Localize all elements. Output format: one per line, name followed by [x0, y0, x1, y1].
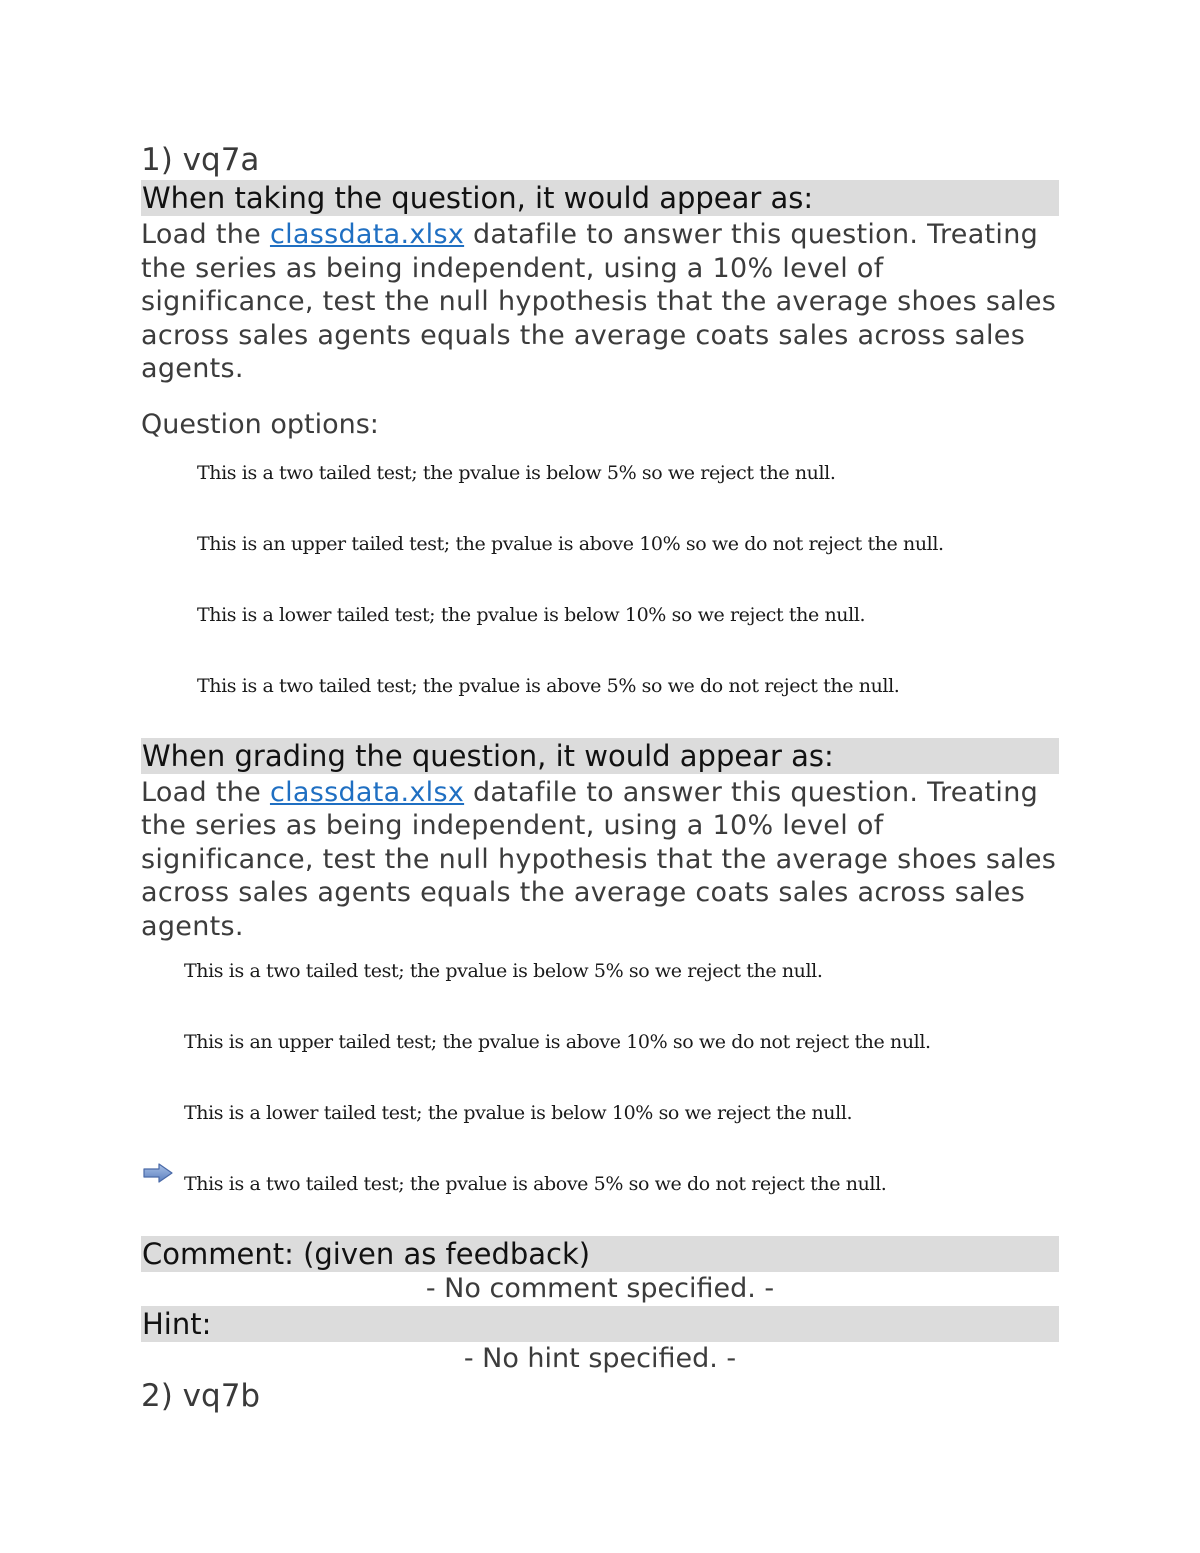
question-prefix: Load the [141, 776, 270, 808]
graded-option-2: This is an upper tailed test; the pvalue is above 10% so we do not reject the null. [184, 1031, 931, 1053]
graded-option-4-correct [184, 1167, 1059, 1238]
taking-header: When taking the question, it would appear as: [141, 180, 1059, 216]
question-prefix: Load the [141, 219, 270, 250]
hint-text: - No hint specified. - [463, 1343, 737, 1374]
graded-option-4-label: This is a two tailed test; the pvalue is above 5% so we do not reject the null. [184, 1173, 887, 1195]
grading-header: When grading the question, it would appear as: [141, 738, 1059, 774]
option-1[interactable]: This is a two tailed test; the pvalue is below 5% so we reject the null. [197, 461, 836, 484]
datafile-link[interactable]: classdata.xlsx [269, 219, 465, 250]
question-text [141, 218, 1059, 386]
options-label: Question options: [141, 408, 379, 440]
content [141, 140, 1059, 1416]
question-title: 1) vq7a [141, 142, 260, 178]
comment-header: Comment: (given as feedback) [141, 1236, 1059, 1272]
question-suffix: datafile to answer this question. Treating the series as being independent, using a 10% level of significance, test the null hypothesis that the average shoes sales across sales agents equals the average coats sales across sales agents. [141, 219, 1057, 384]
question-title-2: 2) vq7b [141, 1378, 261, 1414]
option-3[interactable]: This is a lower tailed test; the pvalue is below 10% so we reject the null. [197, 603, 866, 626]
comment-text: - No comment specified. - [425, 1273, 775, 1304]
graded-option-3: This is a lower tailed test; the pvalue is below 10% so we reject the null. [184, 1102, 853, 1124]
graded-option-1: This is a two tailed test; the pvalue is below 5% so we reject the null. [184, 960, 823, 982]
option-2[interactable]: This is an upper tailed test; the pvalue is above 10% so we do not reject the null. [197, 532, 944, 555]
option-4[interactable]: This is a two tailed test; the pvalue is above 5% so we do not reject the null. [197, 674, 900, 697]
right-arrow-icon [142, 1162, 174, 1184]
options-list-taking [197, 456, 1059, 740]
options-list-grading [184, 954, 1059, 1238]
hint-header: Hint: [141, 1306, 1059, 1342]
datafile-link-grading[interactable]: classdata.xlsx [269, 776, 465, 808]
question-suffix: datafile to answer this question. Treating the series as being independent, using a 10% level of significance, test the null hypothesis that the average shoes sales across sales agents equals the average coats sales across sales agents. [141, 776, 1057, 942]
question-text-grading [141, 776, 1059, 944]
